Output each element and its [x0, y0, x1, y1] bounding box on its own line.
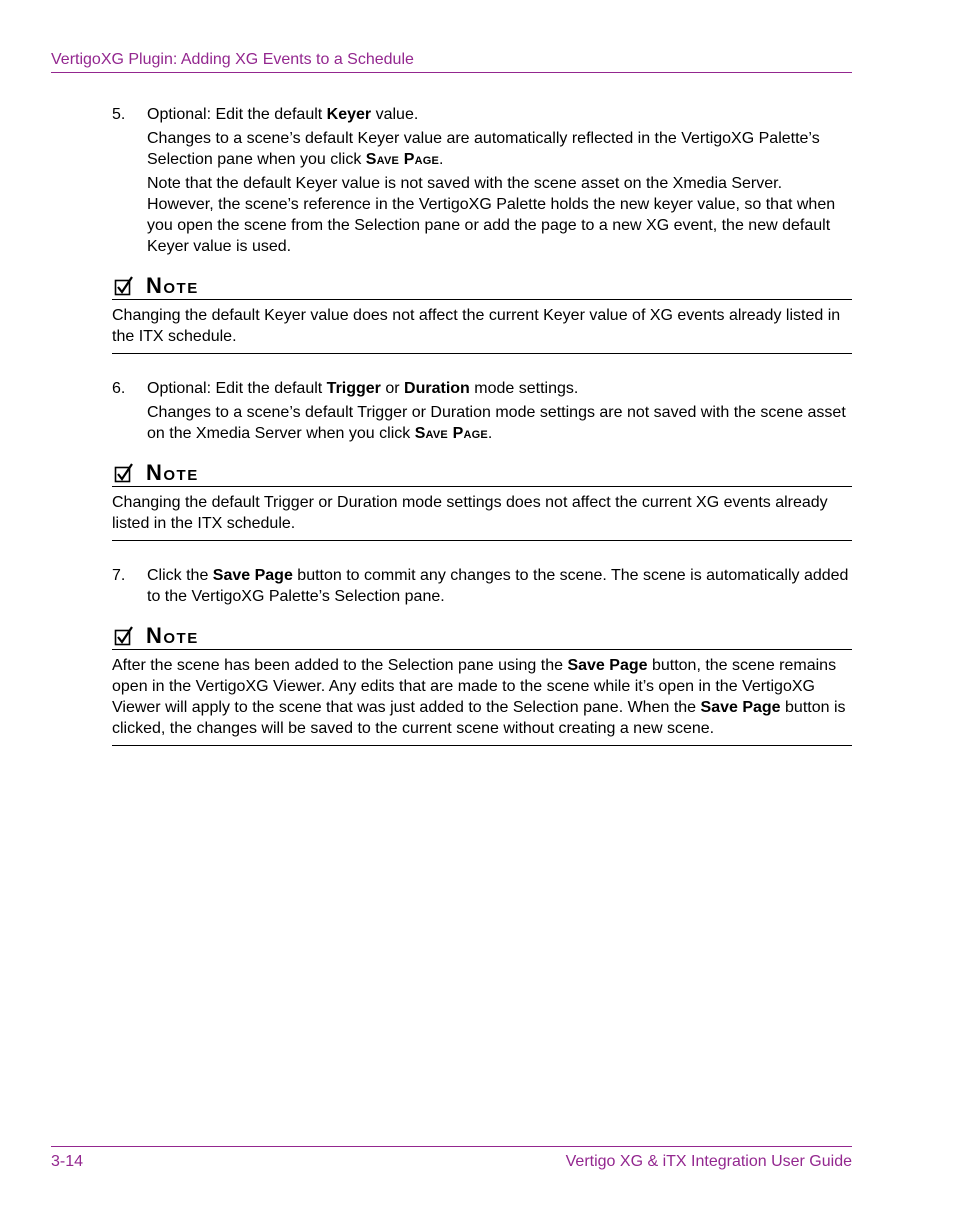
- running-header: VertigoXG Plugin: Adding XG Events to a Schedule: [51, 51, 414, 68]
- step-number: 5.: [112, 106, 126, 123]
- note-label: Note: [146, 273, 199, 298]
- step-paragraph: Changes to a scene’s default Trigger or Duration mode settings are not saved with the scene asset on the Xmedia Server when you click Save Page.: [147, 404, 846, 442]
- note-body: [112, 300, 852, 354]
- save-page-ref: Save Page: [365, 151, 440, 168]
- step-paragraph: Changes to a scene’s default Keyer value are automatically reflected in the VertigoXG Palette’s Selection pane when you click Save Page.: [147, 130, 820, 168]
- note-1: [112, 275, 852, 354]
- note-text: Changing the default Trigger or Duration mode settings does not affect the current XG events already listed in the ITX schedule.: [112, 494, 828, 532]
- step-paragraph: Note that the default Keyer value is not saved with the scene asset on the Xmedia Server. However, the scene’s reference in the VertigoXG Palette holds the new keyer value, so that when you open the scene from the Selection pane or add the page to a new XG event, the new default Keyer value is used.: [147, 175, 836, 255]
- note-heading: [112, 275, 852, 300]
- step-intro: Optional: Edit the default Keyer value.: [147, 106, 419, 123]
- guide-title: Vertigo XG & iTX Integration User Guide: [565, 1153, 852, 1170]
- note-text: After the scene has been added to the Selection pane using the Save Page button, the scene remains open in the VertigoXG Viewer. Any edits that are made to the scene while it’s open in the VertigoXG Viewer will apply to the scene that was just added to the Selection pane. When the Save Page button is clicked, the changes will be saved to the current scene without creating a new scene.: [112, 657, 846, 737]
- header-divider: [51, 72, 852, 73]
- checkbox-check-icon: [114, 463, 134, 483]
- note-label: Note: [146, 460, 199, 485]
- step-7: [112, 565, 852, 607]
- step-5: [112, 104, 852, 257]
- note-heading: [112, 462, 852, 487]
- step-intro: Click the Save Page button to commit any changes to the scene. The scene is automatically added to the VertigoXG Palette’s Selection pane.: [147, 567, 849, 605]
- checkbox-check-icon: [114, 626, 134, 646]
- step-number: 6.: [112, 380, 126, 397]
- checkbox-check-icon: [114, 276, 134, 296]
- step-6: [112, 378, 852, 444]
- note-body: [112, 487, 852, 541]
- step-intro: Optional: Edit the default Trigger or Duration mode settings.: [147, 380, 579, 397]
- note-3: [112, 625, 852, 746]
- note-body: [112, 650, 852, 746]
- note-label: Note: [146, 623, 199, 648]
- page-content: [112, 104, 852, 746]
- step-number: 7.: [112, 567, 126, 584]
- note-2: [112, 462, 852, 541]
- save-page-ref: Save Page: [414, 425, 488, 442]
- footer-divider: [51, 1146, 852, 1147]
- page-number: 3-14: [51, 1153, 84, 1170]
- note-text: Changing the default Keyer value does not affect the current Keyer value of XG events already listed in the ITX schedule.: [112, 307, 841, 345]
- note-heading: [112, 625, 852, 650]
